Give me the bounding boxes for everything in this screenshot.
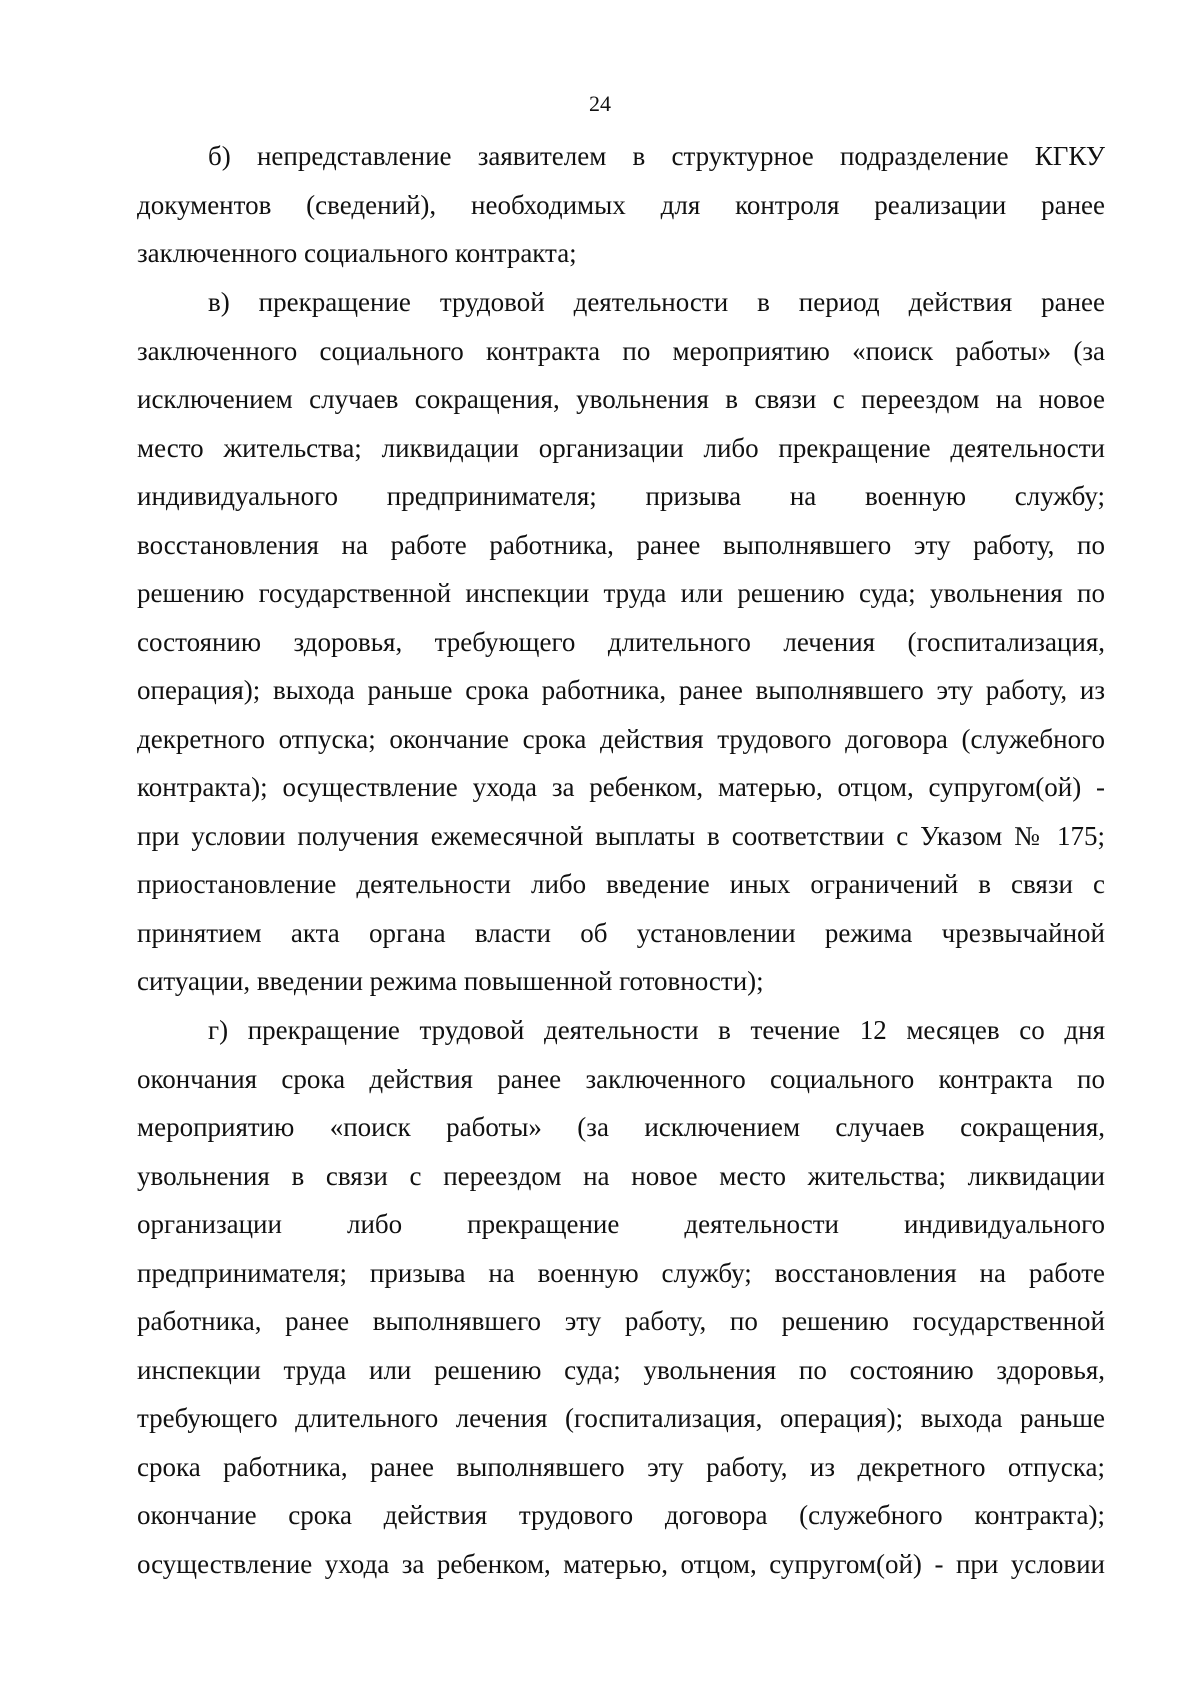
text-line: мероприятию «поиск работы» (за исключением случаев сокращения, [137,1112,1105,1142]
text-line: г) прекращение трудовой деятельности в течение 12 месяцев со дня [208,1015,1105,1045]
text-line: предпринимателя; призыва на военную службу; восстановления на работе [137,1257,1105,1288]
paragraph-g [137,1006,1105,1588]
text-line: принятием акта органа власти об установлении режима чрезвычайной [137,917,1105,948]
text-line: приостановление деятельности либо введение иных ограничений в связи с [137,869,1105,899]
text-line: индивидуального предпринимателя; призыва на военную службу; [137,481,1105,511]
text-line: работника, ранее выполнявшего эту работу, по решению государственной [137,1306,1105,1336]
text-line: увольнения в связи с переездом на новое место жительства; ликвидации [137,1160,1105,1191]
paragraph-b [137,132,1105,278]
text-line: требующего длительного лечения (госпитализация, операция); выхода раньше [137,1403,1105,1433]
text-line: место жительства; ликвидации организации либо прекращение деятельности [137,432,1105,463]
text-line: в) прекращение трудовой деятельности в период действия ранее [208,287,1105,317]
text-line: осуществление ухода за ребенком, матерью, отцом, супругом(ой) - при условии [137,1548,1105,1579]
text-line: б) непредставление заявителем в структурное подразделение КГКУ [208,141,1105,171]
text-line: операция); выхода раньше срока работника, ранее выполнявшего эту работу, из [137,675,1105,705]
text-line: ситуации, введении режима повышенной готовности); [137,966,764,996]
text-line: восстановления на работе работника, ранее выполнявшего эту работу, по [137,529,1105,560]
text-line: заключенного социального контракта; [137,238,577,268]
text-line: декретного отпуска; окончание срока действия трудового договора (служебного [137,723,1105,754]
text-line: состоянию здоровья, требующего длительного лечения (госпитализация, [137,626,1105,657]
text-line: документов (сведений), необходимых для контроля реализации ранее [137,189,1105,220]
page-number: 24 [589,91,611,116]
text-line: срока работника, ранее выполнявшего эту работу, из декретного отпуска; [137,1451,1105,1482]
text-line: исключением случаев сокращения, увольнения в связи с переездом на новое [137,384,1105,414]
text-line: решению государственной инспекции труда или решению суда; увольнения по [137,578,1105,608]
text-line: контракта); осуществление ухода за ребенком, матерью, отцом, супругом(ой) - [137,772,1105,802]
text-line: при условии получения ежемесячной выплаты в соответствии с Указом № 175; [137,820,1105,851]
text-line: окончание срока действия трудового договора (служебного контракта); [137,1500,1105,1530]
text-line: инспекции труда или решению суда; увольнения по состоянию здоровья, [137,1354,1105,1385]
text-line: окончания срока действия ранее заключенного социального контракта по [137,1063,1105,1094]
text-line: заключенного социального контракта по мероприятию «поиск работы» (за [137,335,1105,366]
document-body [137,132,1105,1588]
paragraph-v [137,278,1105,1006]
text-line: организации либо прекращение деятельности индивидуального [137,1209,1105,1239]
